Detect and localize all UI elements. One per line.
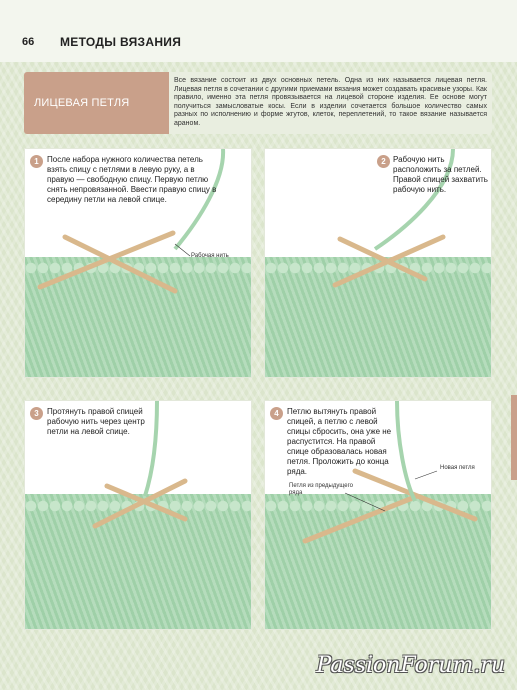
intro-title-box bbox=[24, 72, 169, 134]
step-panel-4 bbox=[264, 400, 492, 630]
step-number-badge: 1 bbox=[30, 155, 43, 168]
callout-previous-loop: Петля из предыдущего ряда bbox=[289, 483, 353, 496]
step-text: Рабочую нить расположить за петлей. Правой спицей захватить рабочую нить. bbox=[393, 155, 488, 194]
step-text: Протянуть правой спицей рабочую нить через центр петли на левой спице. bbox=[47, 407, 145, 436]
step-text: Петлю вытянуть правой спицей, а петлю с левой спицы сбросить, она уже не распустится. На правой спице образовалась новая петля. Проложить до конца ряда. bbox=[287, 407, 392, 476]
step-text: После набора нужного количества петель взять спицу с петлями в левую руку, а в правую — свободную спицу. Первую петлю снять непровязанной. Ввести правую спицу в середину петли на левой спице. bbox=[47, 155, 217, 204]
watermark-logo: PassionForum.ru bbox=[316, 653, 505, 678]
intro-title: ЛИЦЕВАЯ ПЕТЛЯ bbox=[34, 97, 130, 109]
page-header bbox=[0, 0, 517, 62]
step-number-badge: 3 bbox=[30, 407, 43, 420]
step-number-badge: 4 bbox=[270, 407, 283, 420]
intro-box bbox=[24, 72, 492, 134]
side-tab bbox=[511, 395, 517, 480]
intro-text: Все вязание состоит из двух основных петель. Одна из них называется лицевая петля. Лицевая петля в сочетании с другими приемами вязания может создавать красивые узоры. Как правило, именно эта петля провязывается на лицевой стороне изделия. Ее основе могут получиться замысловатые косы. Если в изделии сочетается большое количество самых разных по исполнению и форме жгутов, клеток, переплетений, то такое вязание называется араном. bbox=[174, 77, 487, 127]
section-title: МЕТОДЫ ВЯЗАНИЯ bbox=[60, 35, 182, 49]
page-number: 66 bbox=[22, 36, 35, 48]
callout-new-loop: Новая петля bbox=[440, 465, 475, 471]
callout-label: Рабочая нить bbox=[191, 253, 229, 259]
step-panel-1 bbox=[24, 148, 252, 378]
step-number-badge: 2 bbox=[377, 155, 390, 168]
step-panel-3 bbox=[24, 400, 252, 630]
step-panel-2 bbox=[264, 148, 492, 378]
